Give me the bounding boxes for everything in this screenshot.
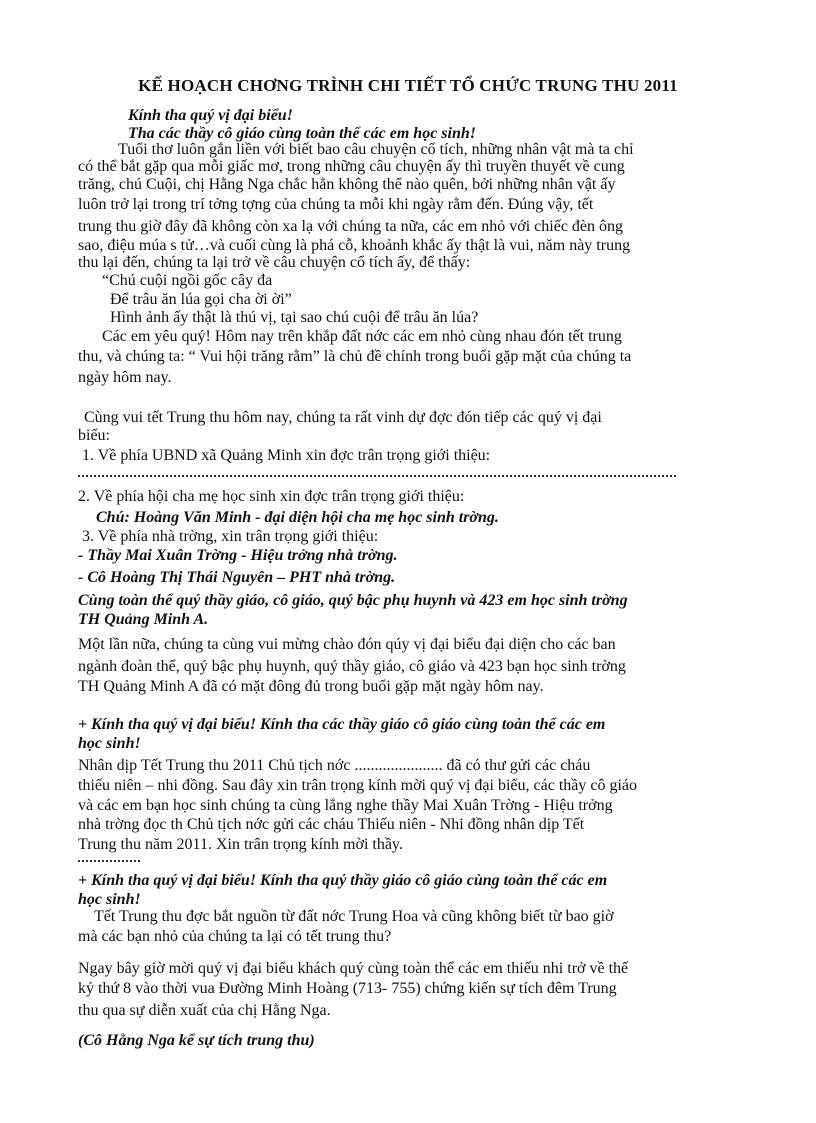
address-line: học sinh! (78, 735, 141, 752)
origin-paragraph-line: Tết Trung thu đợc bắt nguồn từ đất nớc Trung Hoa và cũng không biết từ bao giờ (94, 908, 614, 925)
theme-paragraph-line: ngày hôm nay. (78, 369, 172, 386)
welcome-again-line: ngành đoàn thể, quý bậc phụ huynh, quý thầy giáo, cô giáo và 423 bạn học sinh trờng (78, 658, 626, 675)
letter-paragraph-line: thiếu niên – nhi đồng. Sau đây xin trân trọng kính mời quý vị đại biểu, các thầy cô giáo (78, 777, 638, 794)
greeting-teachers: Tha các thầy cô giáo cùng toàn thể các em học sinh! (128, 125, 476, 142)
intro-paragraph-line: thu lại đến, chúng ta lại trở về câu chuyện cổ tích ấy, để thấy: (78, 254, 471, 271)
poem-comment: Hình ảnh ấy thật là thú vị, tại sao chú cuội để trâu ăn lúa? (110, 309, 479, 326)
greeting-delegates: Kính tha quý vị đại biểu! (128, 107, 293, 124)
letter-paragraph-line: Nhân dịp Tết Trung thu 2011 Chủ tịch nớc ...................... đã có thư gửi các cháu (78, 757, 591, 774)
origin-paragraph-line: mà các bạn nhỏ của chúng ta lại có tết trung thu? (78, 928, 392, 945)
welcome-paragraph-line: biểu: (78, 427, 110, 444)
story-paragraph-line: thu qua sự diễn xuất của chị Hằng Nga. (78, 1002, 331, 1019)
intro-paragraph-line: có thể bắt gặp qua mỗi giấc mơ, trong những câu chuyện ấy thì truyền thuyết về cung (78, 158, 625, 175)
letter-paragraph-line: và các em bạn học sinh chúng ta cùng lắng nghe thầy Mai Xuân Trờng - Hiệu trởng (78, 797, 613, 814)
intro-paragraph-line: luôn trở lại trong trí tởng tợng của chúng ta mỗi khi ngày rằm đến. Đúng vậy, tết (78, 196, 594, 213)
address-line: + Kính tha quý vị đại biểu! Kính tha các thầy giáo cô giáo cùng toàn thể các em (78, 716, 606, 733)
vice-principal: - Cô Hoàng Thị Thái Nguyên – PHT nhà trờng. (78, 569, 396, 586)
address-line: + Kính tha quý vị đại biểu! Kính tha quý thầy giáo cô giáo cùng toàn thể các em (78, 872, 608, 889)
section-school: 3. Về phía nhà trờng, xin trân trọng giới thiệu: (82, 528, 379, 545)
welcome-again-line: TH Quảng Minh A đã có mặt đông đủ trong buổi gặp mặt ngày hôm nay. (78, 678, 544, 695)
poem-line: “Chú cuội ngồi gốc cây đa (102, 272, 273, 289)
intro-paragraph-line: trăng, chú Cuội, chị Hằng Nga chắc hẳn không thể nào quên, bởi những nhân vật ấy (78, 176, 616, 193)
all-guests-line: Cùng toàn thể quý thầy giáo, cô giáo, quý bậc phụ huynh và 423 em học sinh trờng (78, 592, 628, 609)
welcome-again-line: Một lần nữa, chúng ta cùng vui mừng chào đón qúy vị đại biểu đại diện cho các ban (78, 636, 616, 653)
principal: - Thầy Mai Xuân Trờng - Hiệu trởng nhà trờng. (78, 547, 398, 564)
document-title: KẾ HOẠCH CHƠNG TRÌNH CHI TIẾT TỔ CHỨC TRUNG THU 2011 (138, 76, 678, 95)
letter-paragraph-line: Trung thu năm 2011. Xin trân trọng kính mời thầy. (78, 836, 403, 853)
stage-direction: (Cô Hằng Nga kể sự tích trung thu) (78, 1032, 315, 1049)
theme-paragraph-line: Các em yêu quý! Hôm nay trên khắp đất nớc các em nhỏ cùng nhau đón tết trung (102, 328, 622, 345)
letter-paragraph-line: nhà trờng đọc th Chủ tịch nớc gửi các cháu Thiếu niên - Nhi đồng nhân dịp Tết (78, 816, 585, 833)
address-line: học sinh! (78, 891, 141, 908)
intro-paragraph-line: trung thu giờ đây đã không còn xa lạ với chúng ta nữa, các em nhỏ với chiếc đèn ông (78, 218, 624, 235)
theme-paragraph-line: thu, và chúng ta: “ Vui hội trăng rằm” là chủ đề chính trong buổi gặp mặt của chúng ta (78, 348, 632, 365)
parents-representative: Chú: Hoàng Văn Minh - đại diện hội cha mẹ học sinh trờng. (96, 509, 499, 526)
blank-dotted-line (78, 860, 140, 862)
all-guests-line: TH Quảng Minh A. (78, 611, 209, 628)
intro-paragraph-line: Tuổi thơ luôn gắn liền với biết bao câu chuyện cổ tích, những nhân vật mà ta chỉ (118, 141, 634, 158)
section-ubnd: 1. Về phía UBND xã Quảng Minh xin đợc trân trọng giới thiệu: (82, 447, 491, 464)
story-paragraph-line: Ngay bây giờ mời quý vị đại biểu khách quý cùng toàn thể các em thiếu nhi trở về thế (78, 960, 629, 977)
intro-paragraph-line: sao, điệu múa s tử…và cuối cùng là phá cỗ, khoảnh khắc ấy thật là vui, năm này trung (78, 237, 631, 254)
welcome-paragraph-line: Cùng vui tết Trung thu hôm nay, chúng ta rất vinh dự đợc đón tiếp các quý vị đại (84, 409, 602, 426)
poem-line: Để trâu ăn lúa gọi cha ời ời” (110, 291, 292, 308)
section-parents: 2. Về phía hội cha mẹ học sinh xin đợc trân trọng giới thiệu: (78, 488, 465, 505)
story-paragraph-line: kỷ thứ 8 vào thời vua Đường Minh Hoàng (713- 755) chứng kiến sự tích đêm Trung (78, 980, 617, 997)
blank-dotted-line (78, 475, 676, 477)
